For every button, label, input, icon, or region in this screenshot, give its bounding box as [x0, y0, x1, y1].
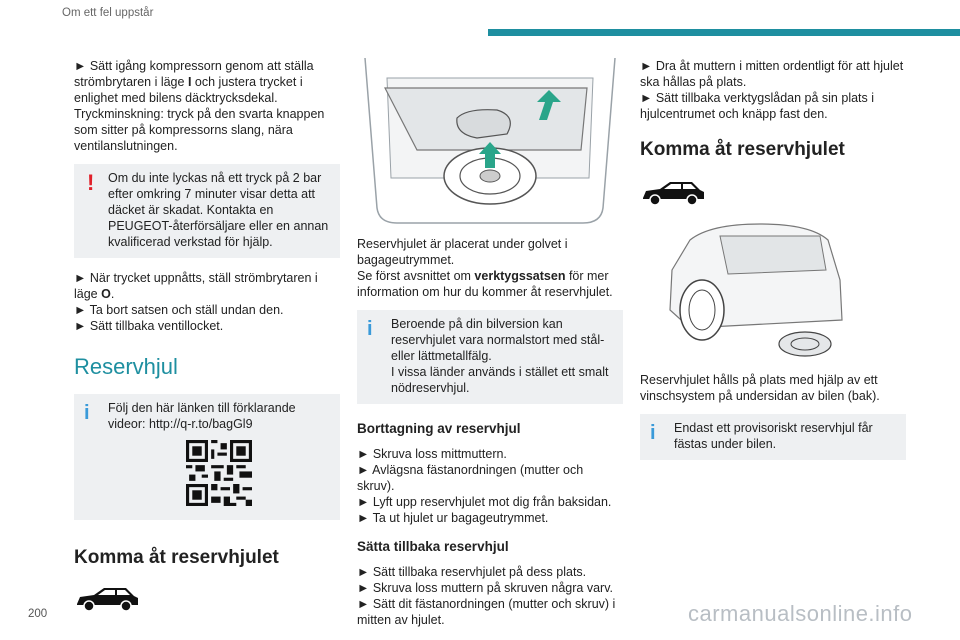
trunk-illustration [357, 58, 623, 228]
removal-step: ► Avlägsna fästanordningen (mutter och skruv). [357, 463, 584, 493]
qr-code[interactable] [108, 440, 330, 510]
removal-title: Borttagning av reservhjul [357, 421, 521, 436]
toolkit-link-text: verktygssatsen [474, 269, 566, 283]
watermark: carmanualsonline.info [688, 601, 913, 626]
pressure-release-text: Tryckminskning: tryck på den svarta knappen som sitter på kompressorns slang, nära ventilanslutningen. [74, 107, 325, 153]
car-suv-icon [640, 178, 906, 212]
intro-text-1: Reservhjulet är placerat under golvet i bagageutrymmet. [357, 237, 568, 267]
column-2 [357, 58, 623, 628]
info-video-text: Följ den här länken till förklarande videor: http://q-r.to/bagGl9 [108, 401, 296, 431]
header-accent-bar [488, 29, 960, 36]
step-remove-kit: ► Ta bort satsen och ställ undan den. [74, 303, 284, 317]
removal-step: ► Skruva loss mittmuttern. [357, 447, 507, 461]
step-start-compressor: ► Sätt igång kompressorn genom att ställa strömbrytaren i läge I och justera trycket i enlighet med bilens däcktrycksdekal. [74, 59, 314, 105]
car-suv-icon [74, 584, 340, 618]
info-box-temporary: i Endast ett provisoriskt reservhjul får fästas under bilen. [640, 414, 906, 460]
removal-step: ► Ta ut hjulet ur bagageutrymmet. [357, 511, 549, 525]
access-spare-title-2: Komma åt reservhjulet [640, 139, 845, 160]
refit-step: ► Sätt tillbaka reservhjulet på dess plats. [357, 565, 587, 579]
info-box-version: i Beroende på din bilversion kan reservhjulet vara normalstort med stål- eller lättmetallfälg. I vissa länder används i stället ett smalt nödreservhjul. [357, 310, 623, 404]
column-1 [74, 58, 340, 618]
page-number: 200 [28, 608, 48, 620]
info-box-video [74, 394, 340, 520]
info-icon: i [84, 402, 90, 424]
qr-code-image [186, 440, 252, 506]
warning-text: Om du inte lyckas nå ett tryck på 2 bar efter omkring 7 minuter visar detta att däcket är skadat. Kontakta en PEUGEOT-återförsäljare eller en annan kvalificerad verkstad för hjälp. [108, 171, 329, 249]
access-spare-title-1: Komma åt reservhjulet [74, 547, 279, 568]
info-icon: i [650, 422, 656, 444]
toolbox-step: ► Sätt tillbaka verktygslådan på sin plats i hjulcentrumet och knäpp fast den. [640, 91, 875, 121]
intro-text-2: Se först avsnittet om verktygssatsen för mer information om hur du kommer åt reservhjulet. [357, 269, 613, 299]
running-header: Om ett fel uppstår [62, 7, 154, 19]
section-title-spare-wheel: Reservhjul [74, 354, 178, 379]
warning-icon: ! [87, 170, 95, 195]
removal-step: ► Lyft upp reservhjulet mot dig från baksidan. [357, 495, 612, 509]
step-pressure-reached: ► När trycket uppnåtts, ställ strömbrytaren i läge O. [74, 271, 318, 301]
column-3 [640, 58, 906, 466]
refit-step: ► Skruva loss muttern på skruven några varv. [357, 581, 613, 595]
winch-text: Reservhjulet hålls på plats med hjälp av ett vinschsystem på undersidan av bilen (bak). [640, 373, 880, 403]
tighten-step: ► Dra åt muttern i mitten ordentligt för att hjulet ska hållas på plats. [640, 59, 904, 89]
step-valve-cap: ► Sätt tillbaka ventillocket. [74, 319, 224, 333]
car-rear-illustration [650, 220, 906, 360]
warning-box [74, 164, 340, 258]
info-icon: i [367, 318, 373, 340]
refit-step: ► Sätt dit fästanordningen (mutter och skruv) i mitten av hjulet. [357, 597, 616, 627]
refit-title: Sätta tillbaka reservhjul [357, 539, 509, 554]
